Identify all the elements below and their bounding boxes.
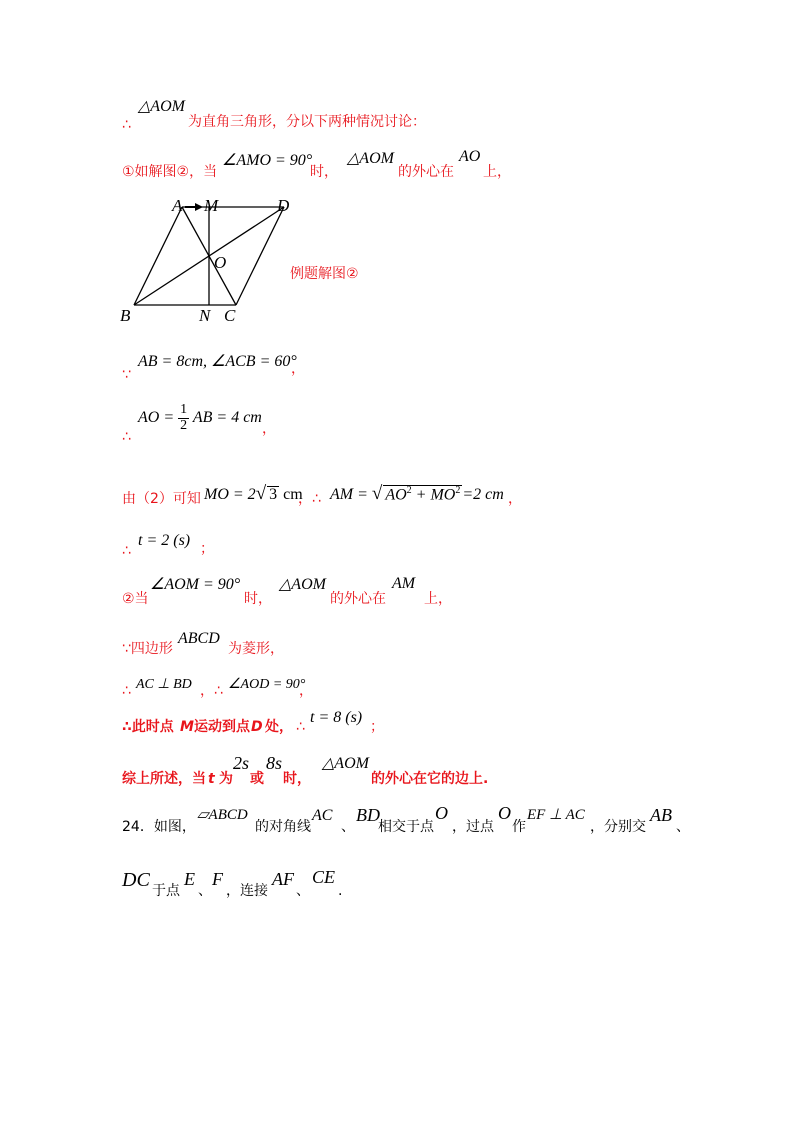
punct: 、 (676, 819, 690, 835)
line-text: 于点 (152, 883, 180, 899)
segment-af: AF (272, 869, 294, 889)
angle-aom: ∠AOM = 90° (150, 576, 241, 593)
label-c: C (224, 306, 236, 325)
label-a: A (172, 196, 183, 215)
triangle-aom: △AOM (138, 98, 185, 115)
punct: ， (298, 491, 312, 507)
line-text: ，∴ (200, 683, 223, 699)
value-8s: 8s (266, 753, 283, 773)
line-text: 的对角线 (255, 819, 311, 835)
solution-line-7 (0, 570, 800, 630)
therefore-symbol: ∴ (296, 719, 305, 735)
line-text: 或 (250, 771, 264, 787)
line-text: 的外心在 (398, 164, 454, 180)
punct: 、 (198, 883, 212, 899)
side-ab: AB (650, 805, 672, 825)
therefore-symbol: ∴ (122, 117, 131, 133)
because-symbol: ∵ (122, 367, 131, 383)
line-text: 的外心在它的边上. (371, 771, 489, 787)
label-d: D (277, 196, 290, 215)
segment-ce: CE (312, 867, 336, 887)
figure-caption: 例题解图② (290, 266, 359, 282)
line-text: 综上所述，当 (122, 771, 206, 787)
line-text: 时， (283, 771, 311, 787)
line-text: 的外心在 (330, 591, 386, 607)
line-text: 由（2）可知 (122, 491, 201, 507)
ac-perp-bd: AC ⊥ BD (136, 677, 192, 692)
therefore-symbol: ∴ (122, 543, 131, 559)
line-text: ①如解图②，当 (122, 164, 218, 180)
side-ba (134, 207, 182, 305)
line-text: 为菱形， (228, 641, 284, 657)
line-text: 相交于点 (378, 819, 434, 835)
point-m: M (180, 719, 194, 735)
rhombus-figure (118, 190, 378, 334)
point-o: O (435, 803, 448, 823)
therefore-symbol: ∴ (122, 683, 131, 699)
time-value: t = 8 (s) (310, 709, 363, 726)
value-2s: 2s (233, 753, 250, 773)
parallelogram-abcd: ▱ABCD (197, 807, 248, 823)
punct: ， (508, 491, 522, 507)
line-text: ∵四边形 (122, 641, 173, 657)
diagonal-ac: AC (312, 807, 333, 824)
line-text: 运动到点 (194, 719, 250, 735)
am-value: AM = √ $AO^2 + MO^2 =2$ cm (330, 483, 504, 504)
label-o: O (214, 253, 227, 272)
line-text: 时， (310, 164, 338, 180)
line-text: 处， (265, 719, 293, 735)
question-number: 24．如图， (122, 819, 196, 835)
diagonal-bd: BD (356, 805, 380, 825)
line-text: ∴此时点 (122, 719, 174, 735)
punct: 、 (296, 883, 310, 899)
therefore-symbol: ∴ (122, 429, 131, 445)
ao-equation: AO = $\frac{1}{2}$ AB = 4 cm (138, 402, 262, 433)
point-f: F (212, 869, 223, 889)
therefore-symbol: ∴ (312, 491, 321, 507)
solution-line-4 (0, 400, 800, 460)
triangle-aom: △AOM (279, 576, 326, 593)
segment-ao: AO (459, 148, 481, 165)
ef-perp-ac: EF ⊥ AC (527, 807, 585, 823)
label-n: N (199, 306, 211, 325)
point-d: D (251, 719, 263, 735)
point-o: O (498, 803, 511, 823)
line-text: 上， (424, 591, 452, 607)
line-text: ，连接 (226, 883, 268, 899)
punct: ； (200, 541, 214, 557)
line-text: 时， (244, 591, 272, 607)
line-text: 为 (219, 771, 233, 787)
point-e: E (184, 869, 195, 889)
angle-amo: ∠AMO = 90° (222, 152, 313, 169)
line-text: 作 (512, 819, 526, 835)
line-text: ，分别交 (590, 819, 646, 835)
triangle-aom: △AOM (322, 755, 369, 772)
mo-value: MO = 2√ 3 cm (204, 483, 303, 504)
time-value: t = 2 (s) (138, 532, 191, 549)
line-text: ，过点 (452, 819, 494, 835)
punct: ； (370, 719, 384, 735)
question-24-line-2 (0, 860, 800, 920)
label-b: B (120, 306, 131, 325)
label-m: M (204, 196, 219, 215)
triangle-aom: △AOM (347, 150, 394, 167)
punct: ， (291, 361, 305, 377)
line-text: ②当 (122, 591, 149, 607)
side-dc: DC (122, 869, 150, 891)
motion-arrow-icon (195, 203, 203, 211)
segment-am: AM (392, 575, 416, 592)
punct: 、 (341, 819, 355, 835)
line-text: 上， (483, 164, 511, 180)
quad-abcd: ABCD (178, 630, 220, 647)
solution-line-3 (0, 340, 800, 400)
side-dc (236, 207, 284, 305)
fraction-one-half: $\frac{1}{2}$ (180, 402, 188, 433)
angle-aod: ∠AOD = 90° (228, 677, 306, 692)
rhombus-diagram (118, 190, 378, 330)
given-lengths: AB = 8cm, ∠ACB = 60° (138, 353, 297, 370)
punct: ， (262, 421, 276, 437)
line-text: 为直角三角形，分以下两种情况讨论： (188, 114, 426, 130)
punct: . (338, 883, 343, 899)
variable-t: t (208, 771, 215, 787)
punct: ， (299, 683, 313, 699)
question-24-line-1 (0, 800, 800, 860)
